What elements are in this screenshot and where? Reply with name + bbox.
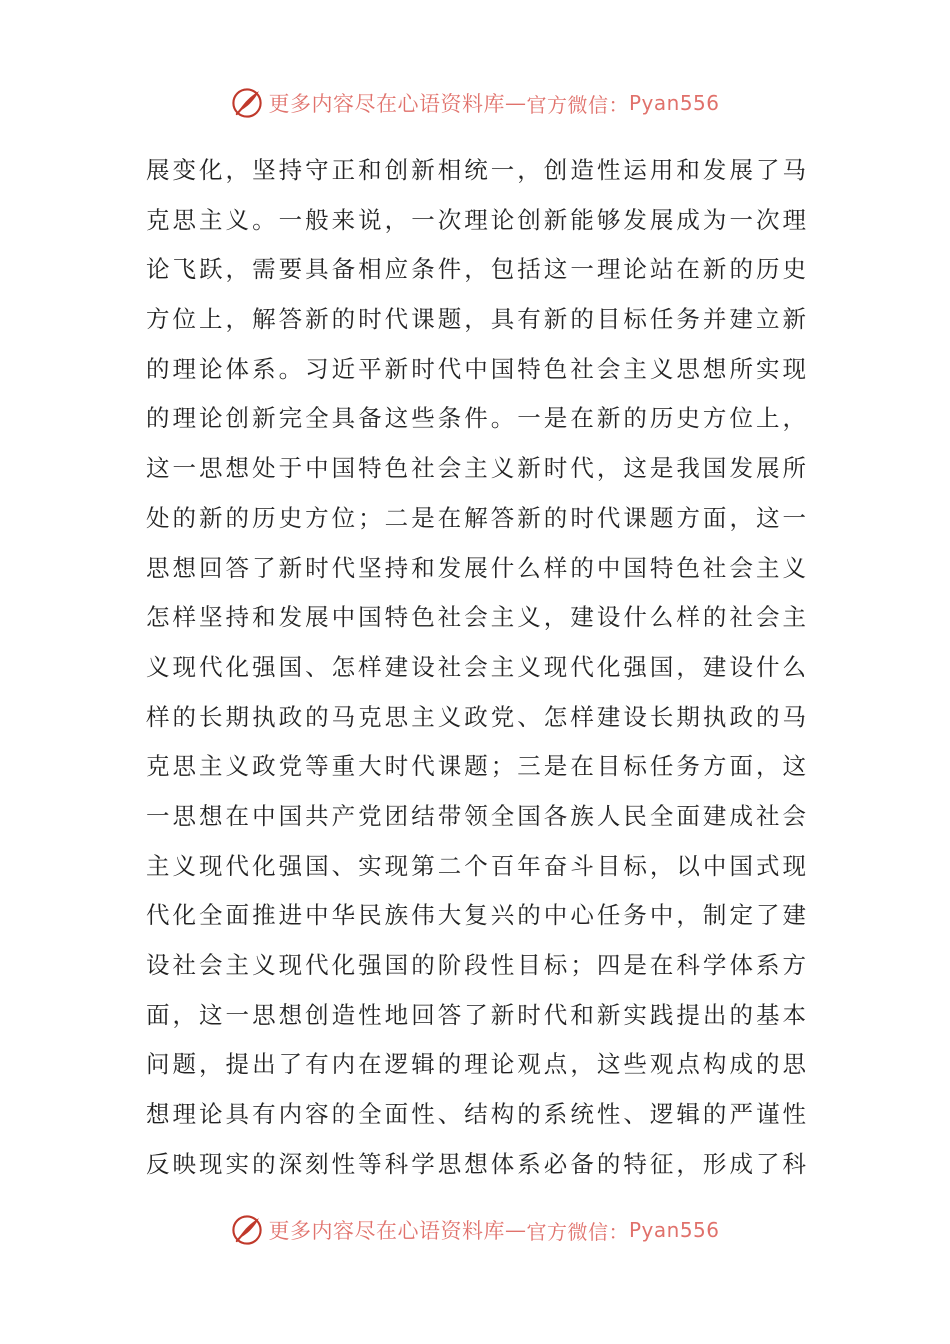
feather-pen-seal-icon — [230, 86, 264, 120]
document-body — [146, 146, 806, 1189]
text-line: 这一思想处于中国特色社会主义新时代，这是我国发展所 — [146, 454, 806, 483]
feather-pen-seal-icon — [230, 1213, 264, 1247]
text-line: 论飞跃，需要具备相应条件，包括这一理论站在新的历史 — [146, 255, 806, 284]
banner-dash: — — [504, 91, 527, 115]
banner-wechat-id: Pyan556 — [628, 91, 720, 115]
text-line: 克思主义政党等重大时代课题；三是在目标任务方面，这 — [146, 752, 806, 781]
text-line: 的理论创新完全具备这些条件。一是在新的历史方位上， — [146, 404, 806, 433]
banner-text: 更多内容尽在心语资料库 — [268, 92, 505, 116]
banner-wechat-label: 官方微信： — [526, 1219, 629, 1244]
banner-wechat-label: 官方微信： — [526, 92, 629, 117]
text-line: 主义现代化强国、实现第二个百年奋斗目标，以中国式现 — [146, 851, 806, 880]
text-line: 代化全面推进中华民族伟大复兴的中心任务中，制定了建 — [146, 901, 806, 930]
text-line: 怎样坚持和发展中国特色社会主义，建设什么样的社会主 — [146, 603, 806, 632]
header-watermark-banner — [0, 83, 950, 123]
text-line: 展变化，坚持守正和创新相统一，创造性运用和发展了马 — [146, 156, 806, 184]
footer-watermark-banner — [0, 1210, 950, 1250]
text-line: 想理论具有内容的全面性、结构的系统性、逻辑的严谨性 — [146, 1100, 806, 1129]
banner-wechat-id: Pyan556 — [628, 1218, 720, 1242]
text-line: 的理论体系。习近平新时代中国特色社会主义思想所实现 — [146, 354, 806, 383]
text-line: 反映现实的深刻性等科学思想体系必备的特征，形成了科 — [146, 1149, 806, 1178]
banner-dash: — — [504, 1218, 527, 1242]
text-line: 方位上，解答新的时代课题，具有新的目标任务并建立新 — [146, 305, 806, 334]
text-line: 问题，提出了有内在逻辑的理论观点，这些观点构成的思 — [146, 1050, 806, 1079]
banner-text: 更多内容尽在心语资料库 — [268, 1219, 505, 1243]
text-line: 思想回答了新时代坚持和发展什么样的中国特色社会主义 — [146, 553, 806, 582]
text-line: 样的长期执政的马克思主义政党、怎样建设长期执政的马 — [146, 702, 806, 731]
text-line: 处的新的历史方位；二是在解答新的时代课题方面，这一 — [146, 503, 806, 532]
text-line: 一思想在中国共产党团结带领全国各族人民全面建成社会 — [146, 801, 806, 830]
text-line: 克思主义。一般来说，一次理论创新能够发展成为一次理 — [146, 205, 806, 234]
text-line: 设社会主义现代化强国的阶段性目标；四是在科学体系方 — [146, 951, 806, 979]
text-line: 义现代化强国、怎样建设社会主义现代化强国，建设什么 — [146, 652, 806, 681]
text-line: 面，这一思想创造性地回答了新时代和新实践提出的基本 — [146, 1000, 806, 1029]
